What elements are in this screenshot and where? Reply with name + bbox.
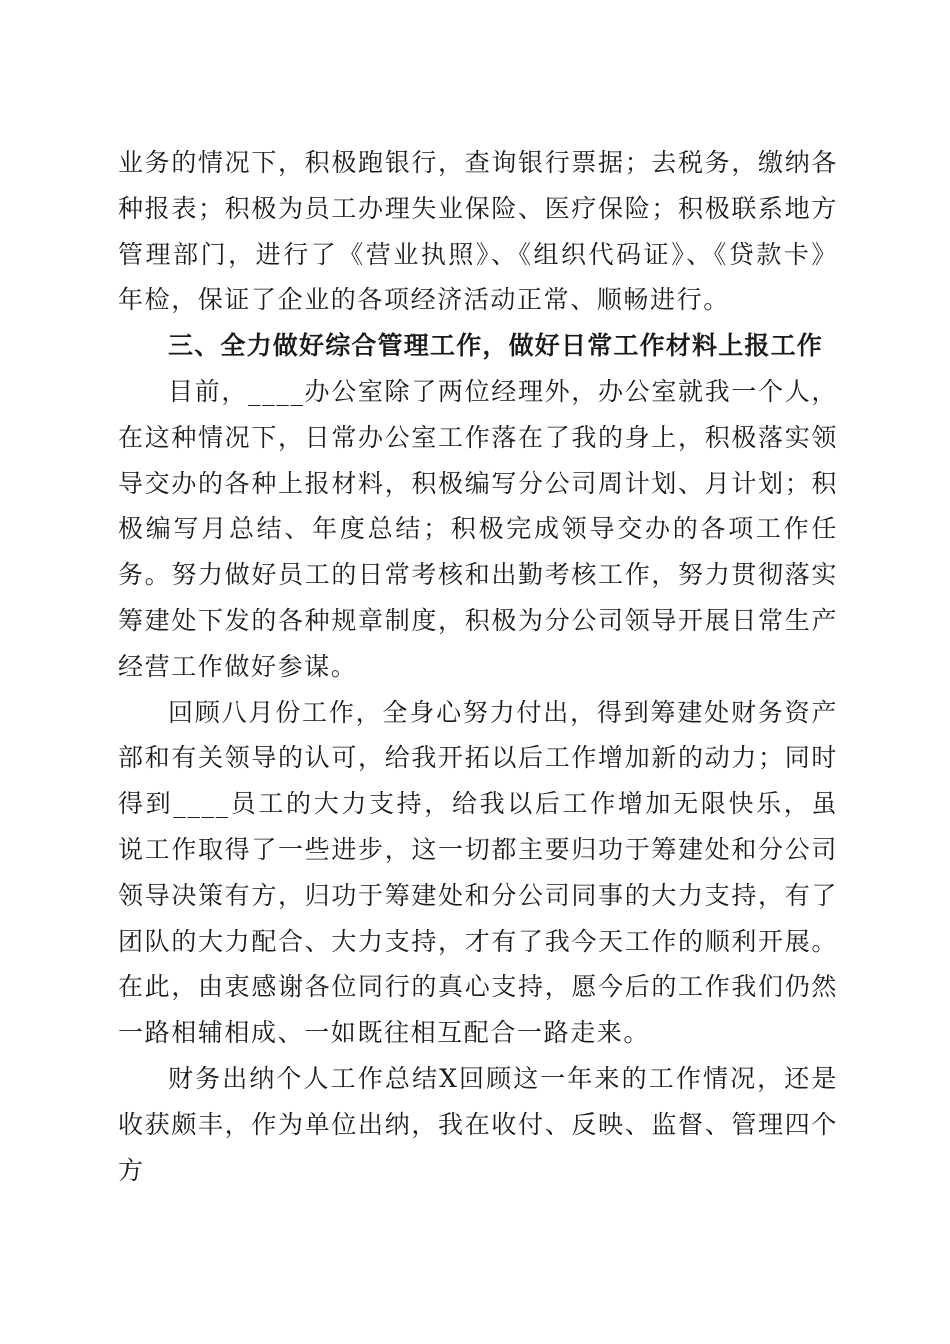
paragraph-cashier-summary: 财务出纳个人工作总结X回顾这一年来的工作情况，还是收获颇丰，作为单位出纳，我在收付、反映、监督、管理四个方 — [118, 1063, 838, 1185]
paragraph-continued: 业务的情况下，积极跑银行，查询银行票据；去税务，缴纳各种报表；积极为员工办理失业保险、医疗保险；积极联系地方管理部门，进行了《营业执照》、《组织代码证》、《贷款卡》年检，保证了企业的各项经济活动正常、顺畅进行。 — [118, 148, 838, 315]
paragraph-review-august: 回顾八月份工作，全身心努力付出，得到筹建处财务资产部和有关领导的认可，给我开拓以后工作增加新的动力；同时得到____员工的大力支持，给我以后工作增加无限快乐，虽说工作取得了一些进步，这一切都主要归功于筹建处和分公司领导决策有方，归功于筹建处和分公司同事的大力支持，有了团队的大力配合、大力支持，才有了我今天工作的顺利开展。在此，由衷感谢各位同行的真心支持，愿今后的工作我们仍然一路相辅相成、一如既往相互配合一路走来。 — [118, 697, 838, 1048]
section-heading-3: 三、全力做好综合管理工作，做好日常工作材料上报工作 — [168, 331, 824, 361]
paragraph-office-work: 目前，____办公室除了两位经理外，办公室就我一个人，在这种情况下，日常办公室工作落在了我的身上，积极落实领导交办的各种上报材料，积极编写分公司周计划、月计划；积极编写月总结、年度总结；积极完成领导交办的各项工作任务。努力做好员工的日常考核和出勤考核工作，努力贯彻落实筹建处下发的各种规章制度，积极为分公司领导开展日常生产经营工作做好参谋。 — [118, 376, 838, 681]
document-body — [118, 140, 838, 1193]
